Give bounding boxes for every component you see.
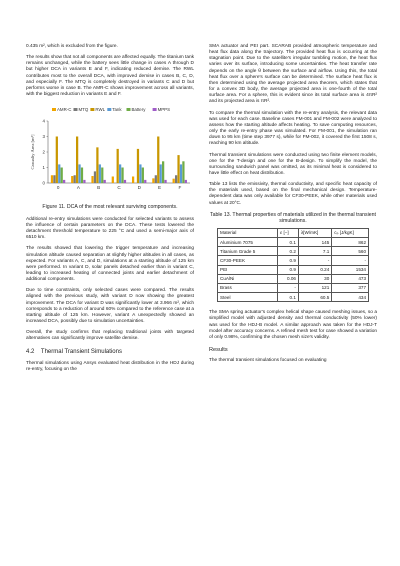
bar: [74, 176, 76, 184]
column-header: Material: [218, 228, 278, 237]
legend-swatch: [107, 108, 111, 111]
table-cell: Titanium Grade 5: [218, 247, 278, 256]
bar: [71, 176, 73, 183]
bar: [53, 176, 55, 184]
table-cell: 121: [298, 283, 331, 292]
y-tick-label: 0: [42, 180, 45, 186]
table-cell: 145: [298, 237, 331, 246]
table-cell: 434: [332, 293, 369, 302]
table-cell: 1534: [332, 265, 369, 274]
y-tick-label: 4: [42, 118, 45, 124]
table-cell: 0.9: [278, 256, 299, 265]
x-tick-label: 0: [56, 185, 60, 191]
table-row: [218, 247, 369, 256]
legend-entry: RWL: [95, 107, 106, 113]
bar: [96, 148, 98, 184]
x-tick-label: D: [137, 185, 141, 191]
bar: [132, 177, 134, 184]
table-cell: CuAlNi: [218, 274, 278, 283]
paragraph: The thermal transient simulations focused on evaluating: [209, 358, 327, 364]
bar: [139, 165, 141, 184]
bar: [121, 168, 123, 184]
paragraph: Thermal transient simulations were conducted using two finite element models, one for the T-design and one for the B-design. To simplify the model, the surrounding sandwich panel was omitted, as its minimal heat is considered to have little effect on heat distribution.: [209, 152, 377, 176]
paragraph: Thermal simulations using Ansys evaluated heat distribution in the HDJ during re-entry, focusing on the: [26, 360, 194, 372]
table-cell: 0.06: [278, 274, 299, 283]
x-tick-label: F: [178, 185, 182, 191]
legend-swatch: [90, 108, 94, 111]
table-cell: 60.5: [298, 293, 331, 302]
legend-swatch: [74, 108, 78, 111]
bar: [162, 162, 164, 184]
table-row: [218, 256, 369, 265]
bar: [164, 180, 166, 183]
table-row: [218, 283, 369, 292]
table-cell: 377: [332, 283, 369, 292]
paragraph: The results showed that lowering the trigger temperature and increasing simulation altitude caused separation at slightly higher altitudes in all cases, as expected. For variants A, C, and D, simulations at a starting altitude of 125 km were performed. In variant D, solar panels detached earlier than in variant C, leading to increased heating of connected joints and earlier detachment of additional components.: [26, 246, 194, 283]
bar: [142, 168, 144, 184]
table-cell: Aluminium 7075: [218, 237, 278, 246]
table-caption: Table 13. Thermal properties of materials utilized in the thermal transient simulations.: [210, 211, 376, 225]
table-cell: Steel: [218, 293, 278, 302]
bar: [76, 137, 78, 184]
table-row: [218, 274, 369, 283]
y-tick-label: 2: [42, 149, 45, 155]
table-cell: 0.2: [278, 247, 299, 256]
bar: [91, 176, 93, 183]
bar: [173, 179, 175, 183]
bar: [177, 155, 179, 183]
bar: [101, 168, 103, 184]
paragraph: Additional re-entry simulations were conducted for selected variants to assess the influence of certain parameters on the DCA. These tests lowered the detachment threshold temperature to 225 °C and used a semi-major axis of 6510 km.: [26, 216, 194, 241]
x-tick-label: C: [117, 185, 121, 191]
legend-entry: Tank: [112, 107, 122, 113]
column-header: λ[W/mK]: [298, 228, 331, 237]
bar: [157, 137, 159, 184]
table-row: [218, 237, 369, 246]
x-tick-label: B: [97, 185, 101, 191]
figure-caption: Figure 11. DCA of the most relevant surviving components.: [42, 204, 178, 211]
table-cell: Brass: [218, 283, 278, 292]
bar: [94, 172, 96, 184]
paragraph: Due to time constraints, only selected cases were compared. The results aligned with the previous study, with variant D now showing the greatest improvement. The DCA for variant D was significantly lower at 3.966 m², which corresponds to a reduction of around 60% compared to the reference case at a starting altitude of 125 km. However, variant A unexpectedly showed an increased DCA, possibly due to simulation uncertainties.: [26, 288, 194, 325]
table-row: [218, 265, 369, 274]
y-tick-label: 3: [42, 134, 45, 140]
paragraph: To compare the thermal simulation with the re-entry analysis, the relevant data was used for each case. Baseline cases FM-001 and FM-002 were analyzed to assess how the starting altitude affects heating. To save computing resources, only the early re-entry phase was simulated. For FM-001, the simulation ran down to 95 km (time step 3977 s), while for FM-002, it covered the first 1508 s, reaching 90 km altitude.: [209, 110, 377, 147]
column-header: ε [−]: [278, 228, 299, 237]
table-cell: 0.1: [278, 237, 299, 246]
bar: [137, 149, 139, 183]
bar: [81, 168, 83, 184]
table-row: [218, 293, 369, 302]
bar: [144, 180, 146, 183]
section-heading: [26, 349, 194, 355]
table-cell: 0.9: [278, 265, 299, 274]
table-cell: -: [298, 256, 331, 265]
legend-swatch: [153, 108, 157, 111]
legend-entry: Battery: [131, 107, 146, 113]
table-cell: 862: [332, 237, 369, 246]
paragraph: 0.435 m², which is excluded from the figure.: [26, 44, 118, 49]
bar: [99, 165, 101, 184]
legend-entry: AMR-C: [57, 107, 72, 113]
paragraph: Table 13 lists the emissivity, thermal conductivity, and specific heat capacity of the materials used, based on the final mechanical design. Temperature-dependent data was only available for CF30-PEEK, while other materials used values at 20°C.: [209, 182, 377, 206]
table-header-row: [218, 228, 369, 237]
section-title: Thermal Transient Simulations: [40, 348, 122, 355]
x-tick-label: A: [76, 185, 80, 191]
legend-swatch: [52, 108, 56, 111]
bar: [124, 180, 126, 183]
bar: [61, 168, 63, 184]
table-cell: 0.1: [278, 293, 299, 302]
bar: [185, 180, 187, 183]
results-heading: Results: [209, 347, 228, 354]
left-column: [26, 44, 194, 378]
right-column: [209, 44, 377, 369]
table-cell: -: [278, 283, 299, 292]
thermal-properties-table: [217, 228, 369, 303]
bar: [119, 165, 121, 184]
bar: [182, 162, 184, 184]
table-cell: PEI: [218, 265, 278, 274]
y-tick-label: 1: [42, 165, 45, 171]
bar: [104, 180, 106, 183]
table-cell: 560: [332, 247, 369, 256]
bar: [112, 177, 114, 184]
table-cell: 0.24: [298, 265, 331, 274]
paragraph: Overall, the study confirms that replacing traditional joints with targeted alternatives can significantly improve satellite demise.: [26, 330, 194, 342]
bar: [117, 149, 119, 183]
dca-bar-chart: [26, 105, 194, 195]
bar: [63, 180, 65, 183]
table-cell: 473: [332, 274, 369, 283]
paragraph: SMA actuator and PEI part. SCARAB provided atmospheric temperature and heat flux data along the trajectory. The provided heat flux is occurring at the stagnation point. Due to the satellite's irregular tumbling motion, the heat flux varies over its surface, introducing some uncertainties. The heat transfer rate depends on the angle θ between the surface and airflow. Using this, the total heat flux over a sphere's surface can be determined. The surface heat flux is then determined using the average projected area theorem, which states that for a convex 3D body, the average projected area is one-fourth of the total surface area. For a sphere, this is evident since its total surface area is 4πR² and its projected area is πR².: [209, 44, 377, 105]
bar: [152, 179, 154, 184]
table-cell: 30: [298, 274, 331, 283]
paragraph: The results show that not all components are affected equally. The titanium tank remains unchanged, while the battery sees little change in cases A through D but higher DCA in variants E and F, indicating reduced demise. The RWL contributes most to the overall DCA, with improved demise in cases B, C, D, and especially F. The MTQ is completely destroyed in variants C and D but performs worse in case B. The AMR-C shows improvement across all variants, with the biggest reduction in variants E and F.: [26, 55, 194, 98]
x-tick-label: E: [158, 185, 162, 191]
table-cell: CF30-PEEK: [218, 256, 278, 265]
legend-entry: MTQ: [78, 107, 89, 113]
paragraph: The SMA spring actuator's complex helical shape caused meshing issues, so a simplified model with adjusted density and thermal conductivity (50% lower) was used for the HDJ-B model. A similar approach was taken for the HDJ-T model after accuracy concerns. A refined mesh test for case showed a variation of only 0.98%, confirming the chosen mesh size's validity.: [209, 310, 377, 340]
legend-swatch: [127, 108, 131, 111]
table-cell: -: [332, 256, 369, 265]
bar: [56, 137, 58, 184]
bar: [83, 180, 85, 183]
bar: [175, 176, 177, 184]
bar: [58, 165, 60, 184]
bar: [51, 176, 53, 184]
section-number: 4.2: [26, 348, 35, 355]
bar: [180, 165, 182, 184]
bar: [160, 165, 162, 184]
legend-entry: MPPS: [157, 107, 171, 113]
y-axis-label: Casualty Area [m²]: [30, 134, 35, 170]
table-cell: 7.1: [298, 247, 331, 256]
bar: [78, 165, 80, 184]
bar: [155, 176, 157, 184]
column-header: cₚ [J/kgK]: [332, 228, 369, 237]
